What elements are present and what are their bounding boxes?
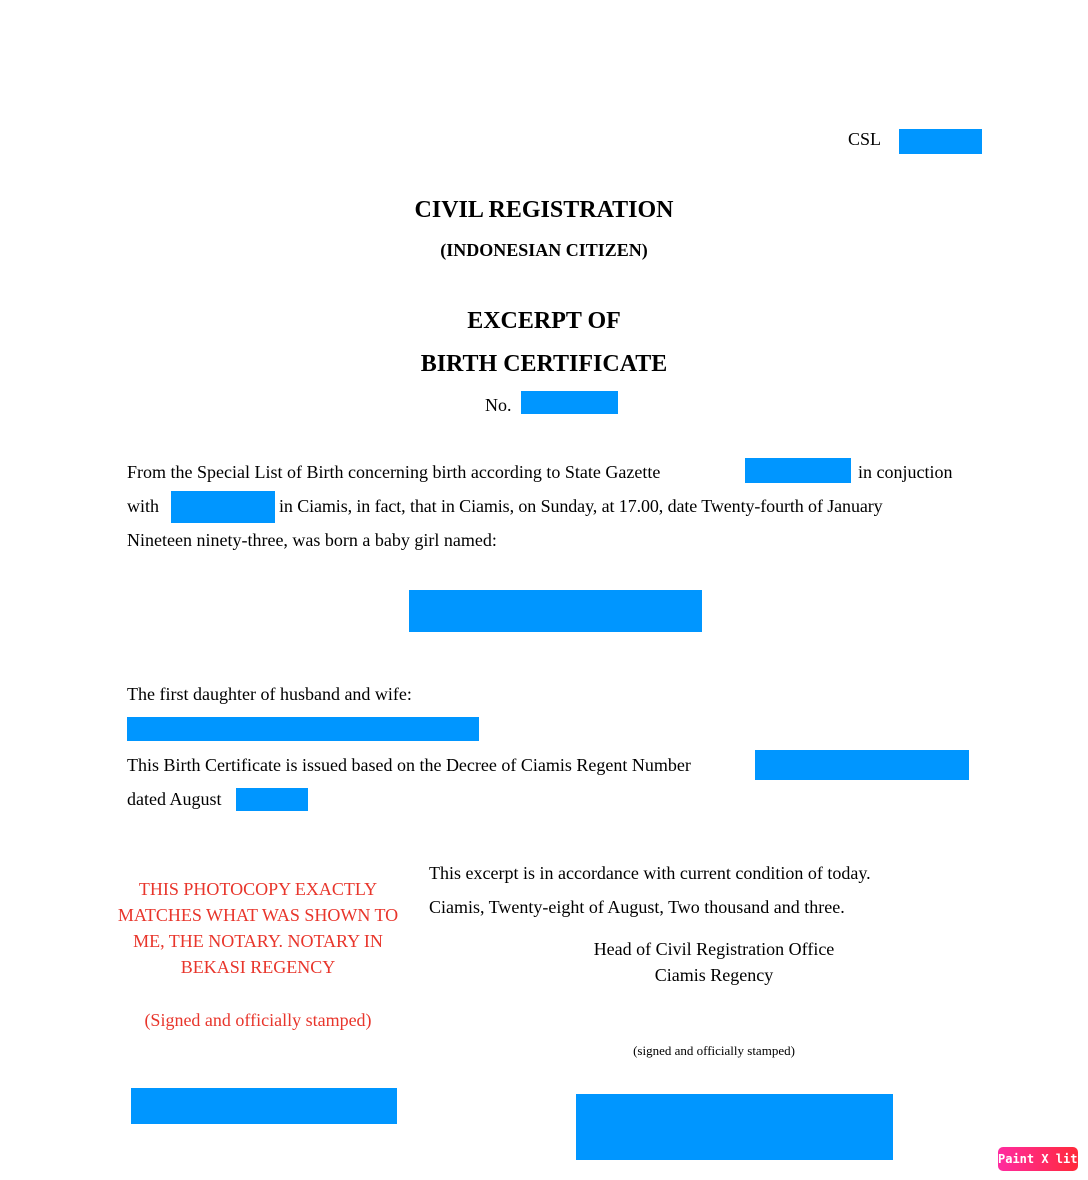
redaction (236, 788, 308, 811)
heading-excerpt: EXCERPT OF (467, 308, 621, 334)
redaction (745, 458, 851, 483)
parents-label: The first daughter of husband and wife: (127, 684, 412, 704)
redaction-notary (131, 1088, 397, 1124)
redaction (171, 491, 275, 523)
para-text: in conjuction (858, 462, 953, 482)
watermark-badge: Paint X lite (998, 1147, 1078, 1171)
decree-date: dated August (127, 789, 222, 809)
para-text: Nineteen ninety-three, was born a baby girl named: (127, 530, 497, 550)
number-label: No. (485, 395, 512, 415)
csl-label: CSL (848, 129, 882, 149)
title: CIVIL REGISTRATION (414, 197, 674, 223)
redaction-official (576, 1094, 893, 1160)
subtitle: (INDONESIAN CITIZEN) (440, 240, 648, 260)
office-signed: (signed and officially stamped) (633, 1043, 795, 1058)
redaction (521, 391, 618, 414)
redaction (899, 129, 982, 154)
redaction (755, 750, 969, 780)
excerpt-place-date: Ciamis, Twenty-eight of August, Two thousand and three. (429, 897, 845, 917)
notary-signed: (Signed and officially stamped) (144, 1010, 372, 1030)
decree-text: This Birth Certificate is issued based on the Decree of Ciamis Regent Number (127, 755, 691, 775)
excerpt-text: This excerpt is in accordance with current condition of today. (429, 863, 871, 883)
heading-birth-certificate: BIRTH CERTIFICATE (420, 351, 668, 377)
para-text: From the Special List of Birth concerning birth according to State Gazette (127, 462, 661, 482)
office-regency: Ciamis Regency (654, 965, 774, 985)
redaction-child-name (409, 590, 702, 632)
para-text: with (127, 496, 160, 516)
office-title: Head of Civil Registration Office (593, 939, 835, 959)
redaction-parents (127, 717, 479, 741)
para-text: in Ciamis, in fact, that in Ciamis, on Sunday, at 17.00, date Twenty-fourth of January (279, 496, 883, 516)
notary-statement: THIS PHOTOCOPY EXACTLY MATCHES WHAT WAS SHOWN TO ME, THE NOTARY. NOTARY IN BEKASI REGENCY (117, 879, 399, 977)
